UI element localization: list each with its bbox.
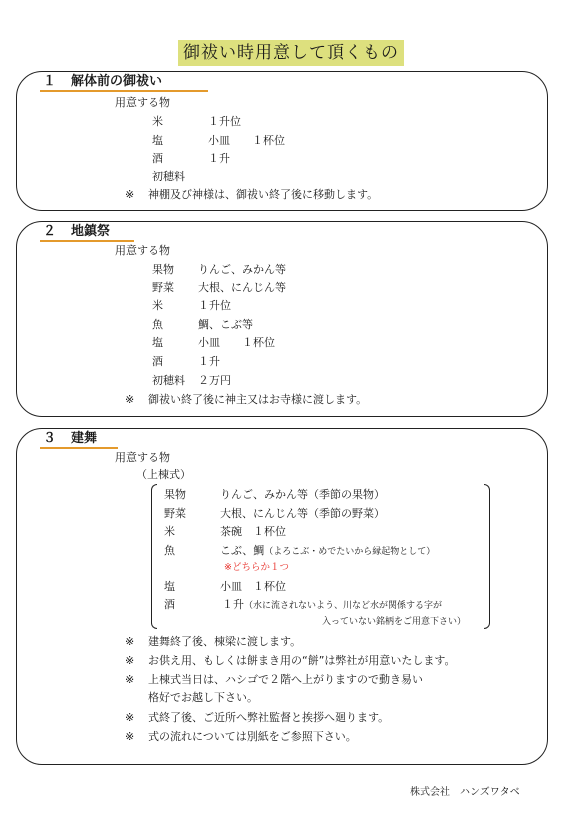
- section-3-underline: [40, 447, 118, 449]
- s3-item-detail: [222, 598, 442, 613]
- section-2-underline: [40, 240, 134, 242]
- s3-item-detail: 大根、にんじん等（季節の野菜）: [220, 507, 385, 520]
- s3-note: 式の流れについては別紙をご参照下さい。: [148, 730, 357, 743]
- s2-item-detail: 小皿 １杯位: [198, 336, 275, 349]
- section-3-title: 建舞: [71, 431, 98, 446]
- s3-sake-sub: （水に流されないよう、川など水が関係する字が: [244, 601, 443, 611]
- s3-note-mark: ※: [125, 730, 135, 743]
- s1-item-detail: 小皿 １杯位: [208, 134, 285, 147]
- s3-item-detail: [220, 544, 435, 559]
- s1-item-detail: １升: [208, 152, 230, 165]
- section-1-heading: [40, 74, 165, 90]
- s2-note: 御祓い終了後に神主又はお寺様に渡します。: [148, 393, 368, 406]
- s2-item-name: 塩: [152, 336, 163, 349]
- s3-sake-sub-2: 入っていない銘柄をご用意下さい）: [322, 617, 467, 627]
- section-2-subhead: 用意する物: [115, 244, 170, 257]
- section-3-subhead: 用意する物: [115, 451, 170, 464]
- section-1-title: 解体前の御祓い: [71, 74, 163, 89]
- s1-item-name: 米: [152, 115, 163, 128]
- s2-item-detail: １升位: [198, 299, 231, 312]
- s2-item-detail: ２万円: [198, 374, 231, 387]
- s3-item-name: 米: [164, 525, 175, 538]
- s2-item-detail: りんご、みかん等: [198, 263, 286, 276]
- s2-item-name: 果物: [152, 263, 174, 276]
- s3-note-continued: 格好でお越し下さい。: [148, 691, 258, 704]
- s3-note: 式終了後、ご近所へ弊社監督と挨拶へ廻ります。: [148, 711, 390, 724]
- section-3-heading: [40, 431, 100, 447]
- s3-item-name: 酒: [164, 598, 175, 611]
- s1-item-name: 塩: [152, 134, 163, 147]
- s2-item-name: 野菜: [152, 281, 174, 294]
- s3-item-detail: りんご、みかん等（季節の果物）: [220, 488, 385, 501]
- list-bracket-left: [151, 484, 157, 629]
- company-name: 株式会社 ハンズワタベ: [410, 787, 520, 798]
- section-2-title: 地鎮祭: [71, 224, 111, 239]
- s3-note-mark: ※: [125, 654, 135, 667]
- section-1-underline: [40, 90, 208, 92]
- list-bracket-right: [484, 484, 490, 629]
- s2-item-name: 魚: [152, 318, 163, 331]
- s2-item-detail: 大根、にんじん等: [198, 281, 286, 294]
- s1-note: 神棚及び神様は、御祓い終了後に移動します。: [148, 188, 379, 201]
- s3-fish-sub: （よろこぶ・めでたいから縁起物として）: [264, 547, 436, 557]
- s2-item-name: 酒: [152, 355, 163, 368]
- s2-item-detail: １升: [198, 355, 220, 368]
- s3-item-name: 野菜: [164, 507, 186, 520]
- section-1-subhead: 用意する物: [115, 96, 170, 109]
- section-2-heading: [40, 224, 113, 240]
- s3-note-mark: ※: [125, 711, 135, 724]
- s2-item-name: 米: [152, 299, 163, 312]
- section-2-box: [16, 221, 548, 417]
- s3-item-name: 魚: [164, 544, 175, 557]
- s3-fish-detail: こぶ、鯛: [220, 544, 265, 557]
- section-1-number: １: [43, 74, 57, 89]
- s3-note: お供え用、もしくは餅まき用の“餅”は弊社が用意いたします。: [148, 654, 456, 667]
- s3-item-name: 塩: [164, 580, 175, 593]
- s2-item-detail: 鯛、こぶ等: [198, 318, 253, 331]
- s3-item-detail: 小皿 １杯位: [220, 580, 286, 593]
- section-3-style: （上棟式）: [136, 468, 191, 481]
- s2-note-mark: ※: [125, 393, 135, 406]
- s3-sake-detail: １升: [222, 598, 244, 611]
- s3-note: 上棟式当日は、ハシゴで２階へ上がりますので動き易い: [148, 673, 423, 686]
- section-2-number: ２: [43, 224, 57, 239]
- s1-note-mark: ※: [125, 188, 135, 201]
- s1-item-detail: １升位: [208, 115, 241, 128]
- s3-note-mark: ※: [125, 673, 135, 686]
- page-title: 御祓い時用意して頂くもの: [178, 40, 404, 66]
- s3-note-mark: ※: [125, 635, 135, 648]
- s3-item-name: 果物: [164, 488, 186, 501]
- section-3-number: ３: [43, 431, 57, 446]
- s1-item-name: 初穂料: [152, 170, 185, 183]
- s2-item-name: 初穂料: [152, 374, 185, 387]
- s3-note: 建舞終了後、棟梁に渡します。: [148, 635, 302, 648]
- either-one-note: ※どちらか１つ: [224, 562, 289, 573]
- s1-item-name: 酒: [152, 152, 163, 165]
- s3-item-detail: 茶碗 １杯位: [220, 525, 286, 538]
